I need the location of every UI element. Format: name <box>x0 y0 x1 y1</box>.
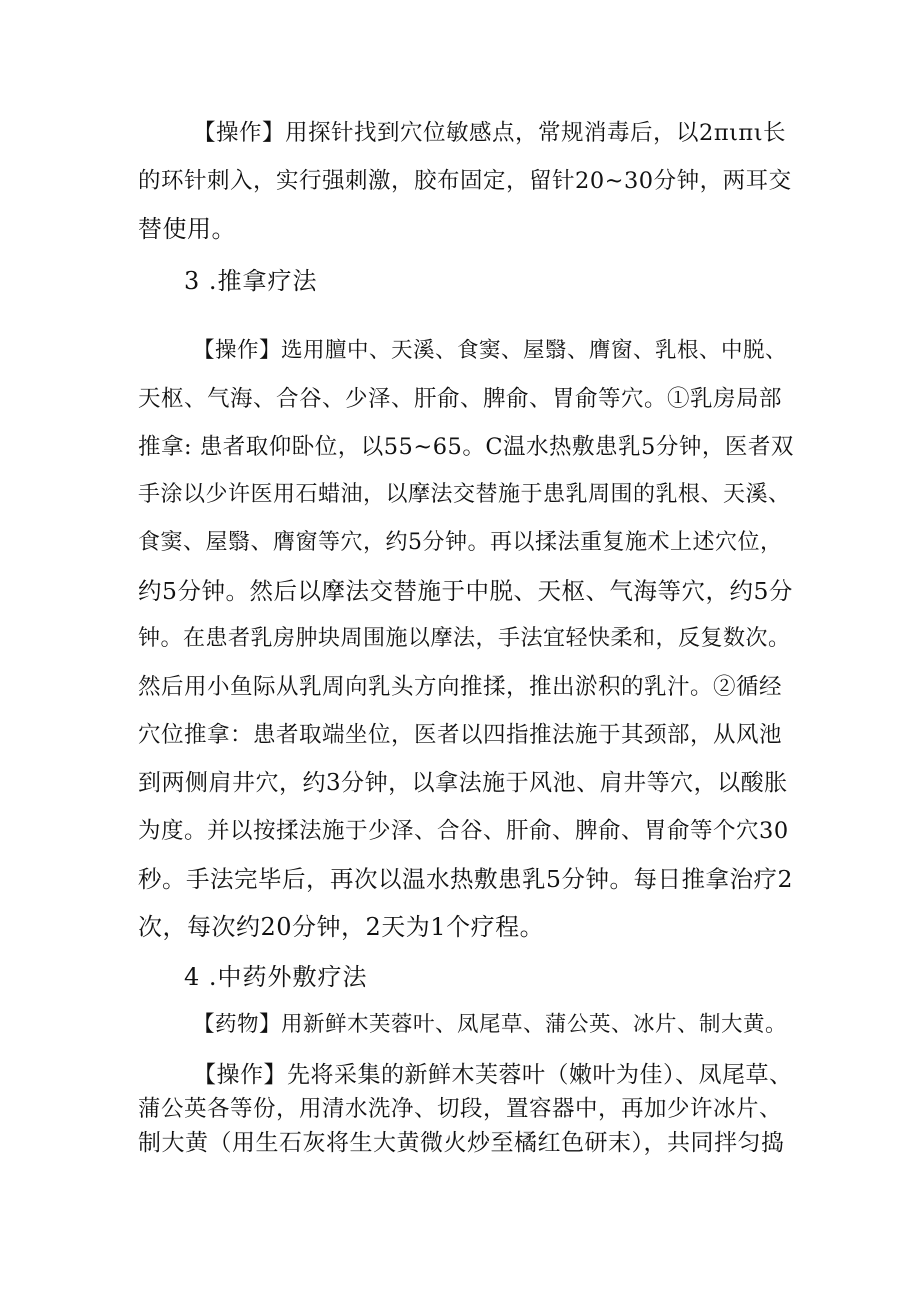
paragraph-4-line-1: 【操作】先将采集的新鲜木芙蓉叶（嫩叶为佳）、凤尾草、 <box>193 1062 793 1088</box>
paragraph-2-line-6: 约5分钟。然后以摩法交替施于中脱、天枢、气海等穴，约5分 <box>138 577 793 605</box>
paragraph-1-line-1: 【操作】用探针找到穴位敏感点，常规消毒后，以2πιπι长 <box>193 120 787 146</box>
paragraph-4-line-2: 蒲公英各等份，用清水洗净、切段，置容器中，再加少许冰片、 <box>138 1096 783 1122</box>
paragraph-4-line-3: 制大黄（用生石灰将生大黄微火炒至橘红色研末），共同拌匀捣 <box>138 1130 785 1156</box>
section-heading-3: 3 .推拿疗法 <box>184 267 318 295</box>
paragraph-2-line-11: 为度。并以按揉法施于少泽、合谷、肝俞、脾俞、胃俞等个穴30 <box>138 818 789 844</box>
paragraph-2-line-8: 然后用小鱼际从乳周向乳头方向推揉，推出淤积的乳汁。②循经 <box>138 674 783 700</box>
paragraph-2-line-7: 钟。在患者乳房肿块周围施以摩法，手法宜轻快柔和，反复数次。 <box>138 626 791 651</box>
section-heading-4: 4 .中药外敷疗法 <box>184 963 368 991</box>
paragraph-2-line-9: 穴位推拿：患者取端坐位，医者以四指推法施于其颈部，从风池 <box>138 722 783 748</box>
paragraph-2-line-10: 到两侧肩井穴，约3分钟，以拿法施于风池、肩井等穴，以酸胀 <box>138 770 788 796</box>
paragraph-1-line-2: 的环针刺入，实行强刺激，胶布固定，留针20~30分钟，两耳交 <box>138 168 792 194</box>
paragraph-2-line-3: 推拿: 患者取仰卧位，以55~65。C温水热敷患乳5分钟，医者双 <box>138 434 794 460</box>
paragraph-2-line-5: 食窦、屋翳、膺窗等穴，约5分钟。再以揉法重复施术上述穴位， <box>138 530 783 555</box>
paragraph-1-line-3: 替使用。 <box>138 215 236 243</box>
paragraph-2-line-2: 天枢、气海、合谷、少泽、肝俞、脾俞、胃俞等穴。①乳房局部 <box>138 386 783 412</box>
paragraph-3-line-1: 【药物】用新鲜木芙蓉叶、凤尾草、蒲公英、冰片、制大黄。 <box>193 1012 788 1037</box>
paragraph-2-line-12: 秒。手法完毕后，再次以温水热敷患乳5分钟。每日推拿治疗2 <box>138 865 793 893</box>
paragraph-2-line-4: 手涂以少许医用石蜡油，以摩法交替施于患乳周围的乳根、天溪、 <box>138 482 791 507</box>
paragraph-2-line-1: 【操作】选用膻中、天溪、食窦、屋翳、膺窗、乳根、中脱、 <box>193 338 788 363</box>
paragraph-2-line-13: 次，每次约20分钟，2天为1个疗程。 <box>138 913 545 941</box>
